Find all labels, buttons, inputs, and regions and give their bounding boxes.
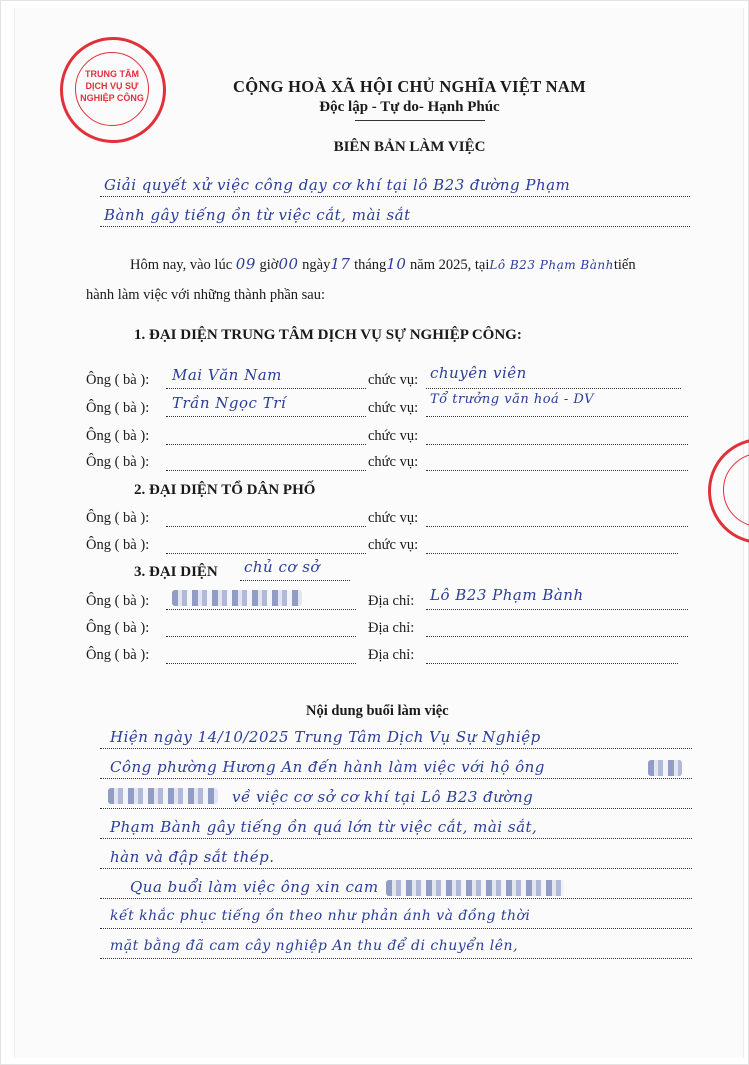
content-line-4-rule — [100, 838, 692, 839]
content-line-6-rule — [100, 898, 692, 899]
content-line-8: mặt bằng đã cam cây nghiệp An thu để di chuyển lên, — [110, 938, 519, 954]
intro-text-a: Hôm nay, vào lúc — [130, 257, 233, 273]
s1-row-2-prefix: Ông ( bà ): — [86, 400, 150, 416]
redacted-text-3 — [386, 880, 564, 896]
content-line-2-rule — [100, 778, 692, 779]
content-line-5-rule — [100, 868, 692, 869]
section-3-title: 3. ĐẠI DIỆN — [134, 564, 218, 580]
s3-row-2-name-line — [166, 636, 356, 637]
document-sheet — [14, 8, 744, 1058]
document-title: BIÊN BẢN LÀM VIỆC — [333, 139, 486, 155]
intro-minute: 00 — [278, 255, 299, 273]
content-line-3-rule — [100, 808, 692, 809]
s1-row-1-name-line — [166, 388, 366, 389]
s1-row-2-label: chức vụ: — [368, 400, 419, 416]
s1-row-4-value-line — [426, 470, 688, 471]
s3-row-2-prefix: Ông ( bà ): — [86, 620, 150, 636]
s1-row-2-name: Trần Ngọc Trí — [172, 394, 287, 412]
s2-row-2-value-line — [426, 553, 678, 554]
s1-row-3-label: chức vụ: — [368, 428, 419, 444]
section-3-title-line — [240, 580, 350, 581]
s2-row-1-label: chức vụ: — [368, 510, 419, 526]
redacted-text-2 — [108, 788, 218, 804]
intro-text-f: tiến — [613, 257, 636, 273]
s1-row-4-label: chức vụ: — [368, 454, 419, 470]
section-3-title-handwritten: chủ cơ sở — [244, 558, 320, 576]
s2-row-2-name-line — [166, 553, 366, 554]
s3-row-1-label: Địa chỉ: — [368, 593, 415, 609]
s1-row-2-value: Tổ trưởng văn hoá - DV — [430, 392, 595, 407]
intro-place: Lô B23 Phạm Bành — [489, 258, 614, 272]
intro-day: 17 — [330, 255, 351, 273]
content-line-7: kết khắc phục tiếng ồn theo như phản ánh và đồng thời — [110, 908, 531, 924]
subject-line-1 — [100, 196, 690, 197]
content-line-8-rule — [100, 958, 692, 959]
intro-month: 10 — [386, 255, 407, 273]
subject-text-1: Giải quyết xử việc công dạy cơ khí tại lô B23 đường Phạm — [104, 176, 571, 194]
intro-hour: 09 — [235, 255, 256, 273]
s3-row-2-value-line — [426, 636, 688, 637]
content-line-3: về việc cơ sở cơ khí tại Lô B23 đường — [232, 788, 534, 806]
s3-row-1-prefix: Ông ( bà ): — [86, 593, 150, 609]
subject-line-2 — [100, 226, 690, 227]
s1-row-1-value-line — [426, 388, 681, 389]
content-line-6: Qua buổi làm việc ông xin cam — [130, 878, 379, 896]
s2-row-1-value-line — [426, 526, 688, 527]
s1-row-3-prefix: Ông ( bà ): — [86, 428, 150, 444]
s3-row-2-label: Địa chỉ: — [368, 620, 415, 636]
national-motto: CỘNG HOÀ XÃ HỘI CHỦ NGHĨA VIỆT NAM — [233, 77, 586, 96]
s1-row-3-value-line — [426, 444, 688, 445]
s1-row-2-name-line — [166, 416, 366, 417]
s3-row-3-label: Địa chỉ: — [368, 647, 415, 663]
s3-row-1-value-line — [426, 609, 688, 610]
section-2-title: 2. ĐẠI DIỆN TỔ DÂN PHỐ — [134, 482, 316, 498]
redacted-name — [172, 590, 302, 606]
content-line-7-rule — [100, 928, 692, 929]
s1-row-4-prefix: Ông ( bà ): — [86, 454, 150, 470]
s1-row-3-name-line — [166, 444, 366, 445]
content-line-2: Công phường Hương An đến hành làm việc với hộ ông — [110, 758, 545, 776]
stamp-label: TRUNG TÂM DỊCH VỤ SỰ NGHIỆP CÔNG — [80, 69, 144, 103]
s1-row-1-name: Mai Văn Nam — [172, 366, 282, 384]
s3-row-1-name-line — [166, 609, 356, 610]
s1-row-1-prefix: Ông ( bà ): — [86, 372, 150, 388]
content-title: Nội dung buổi làm việc — [306, 703, 449, 719]
intro-line-2: hành làm việc với những thành phần sau: — [86, 287, 326, 303]
s2-row-1-prefix: Ông ( bà ): — [86, 510, 150, 526]
s3-row-3-name-line — [166, 663, 356, 664]
s3-row-1-value: Lô B23 Phạm Bành — [430, 586, 584, 604]
intro-text-d: tháng — [354, 257, 387, 273]
content-line-1: Hiện ngày 14/10/2025 Trung Tâm Dịch Vụ Sự Nghiệp — [110, 728, 541, 746]
s3-row-3-value-line — [426, 663, 678, 664]
s2-row-2-label: chức vụ: — [368, 537, 419, 553]
intro-text-b: giờ — [259, 257, 279, 273]
s1-row-1-label: chức vụ: — [368, 372, 419, 388]
motto-underline — [355, 120, 485, 121]
s2-row-2-prefix: Ông ( bà ): — [86, 537, 150, 553]
s1-row-1-value: chuyên viên — [430, 364, 527, 382]
s2-row-1-name-line — [166, 526, 366, 527]
redacted-text-1 — [648, 760, 682, 776]
s3-row-3-prefix: Ông ( bà ): — [86, 647, 150, 663]
intro-line-1 — [130, 255, 636, 274]
section-1-title: 1. ĐẠI DIỆN TRUNG TÂM DỊCH VỤ SỰ NGHIỆP CÔNG: — [134, 327, 522, 343]
s1-row-2-value-line — [426, 416, 688, 417]
content-line-4: Phạm Bành gây tiếng ồn quá lớn từ việc cắt, mài sắt, — [110, 818, 538, 836]
intro-text-e: năm 2025, tại — [410, 257, 490, 273]
content-line-5: hàn và đập sắt thép. — [110, 848, 275, 866]
intro-text-c: ngày — [302, 257, 331, 273]
s1-row-4-name-line — [166, 470, 366, 471]
subject-text-2: Bành gây tiếng ồn từ việc cắt, mài sắt — [104, 206, 411, 224]
sub-motto: Độc lập - Tự do- Hạnh Phúc — [319, 99, 500, 115]
content-line-1-rule — [100, 748, 692, 749]
